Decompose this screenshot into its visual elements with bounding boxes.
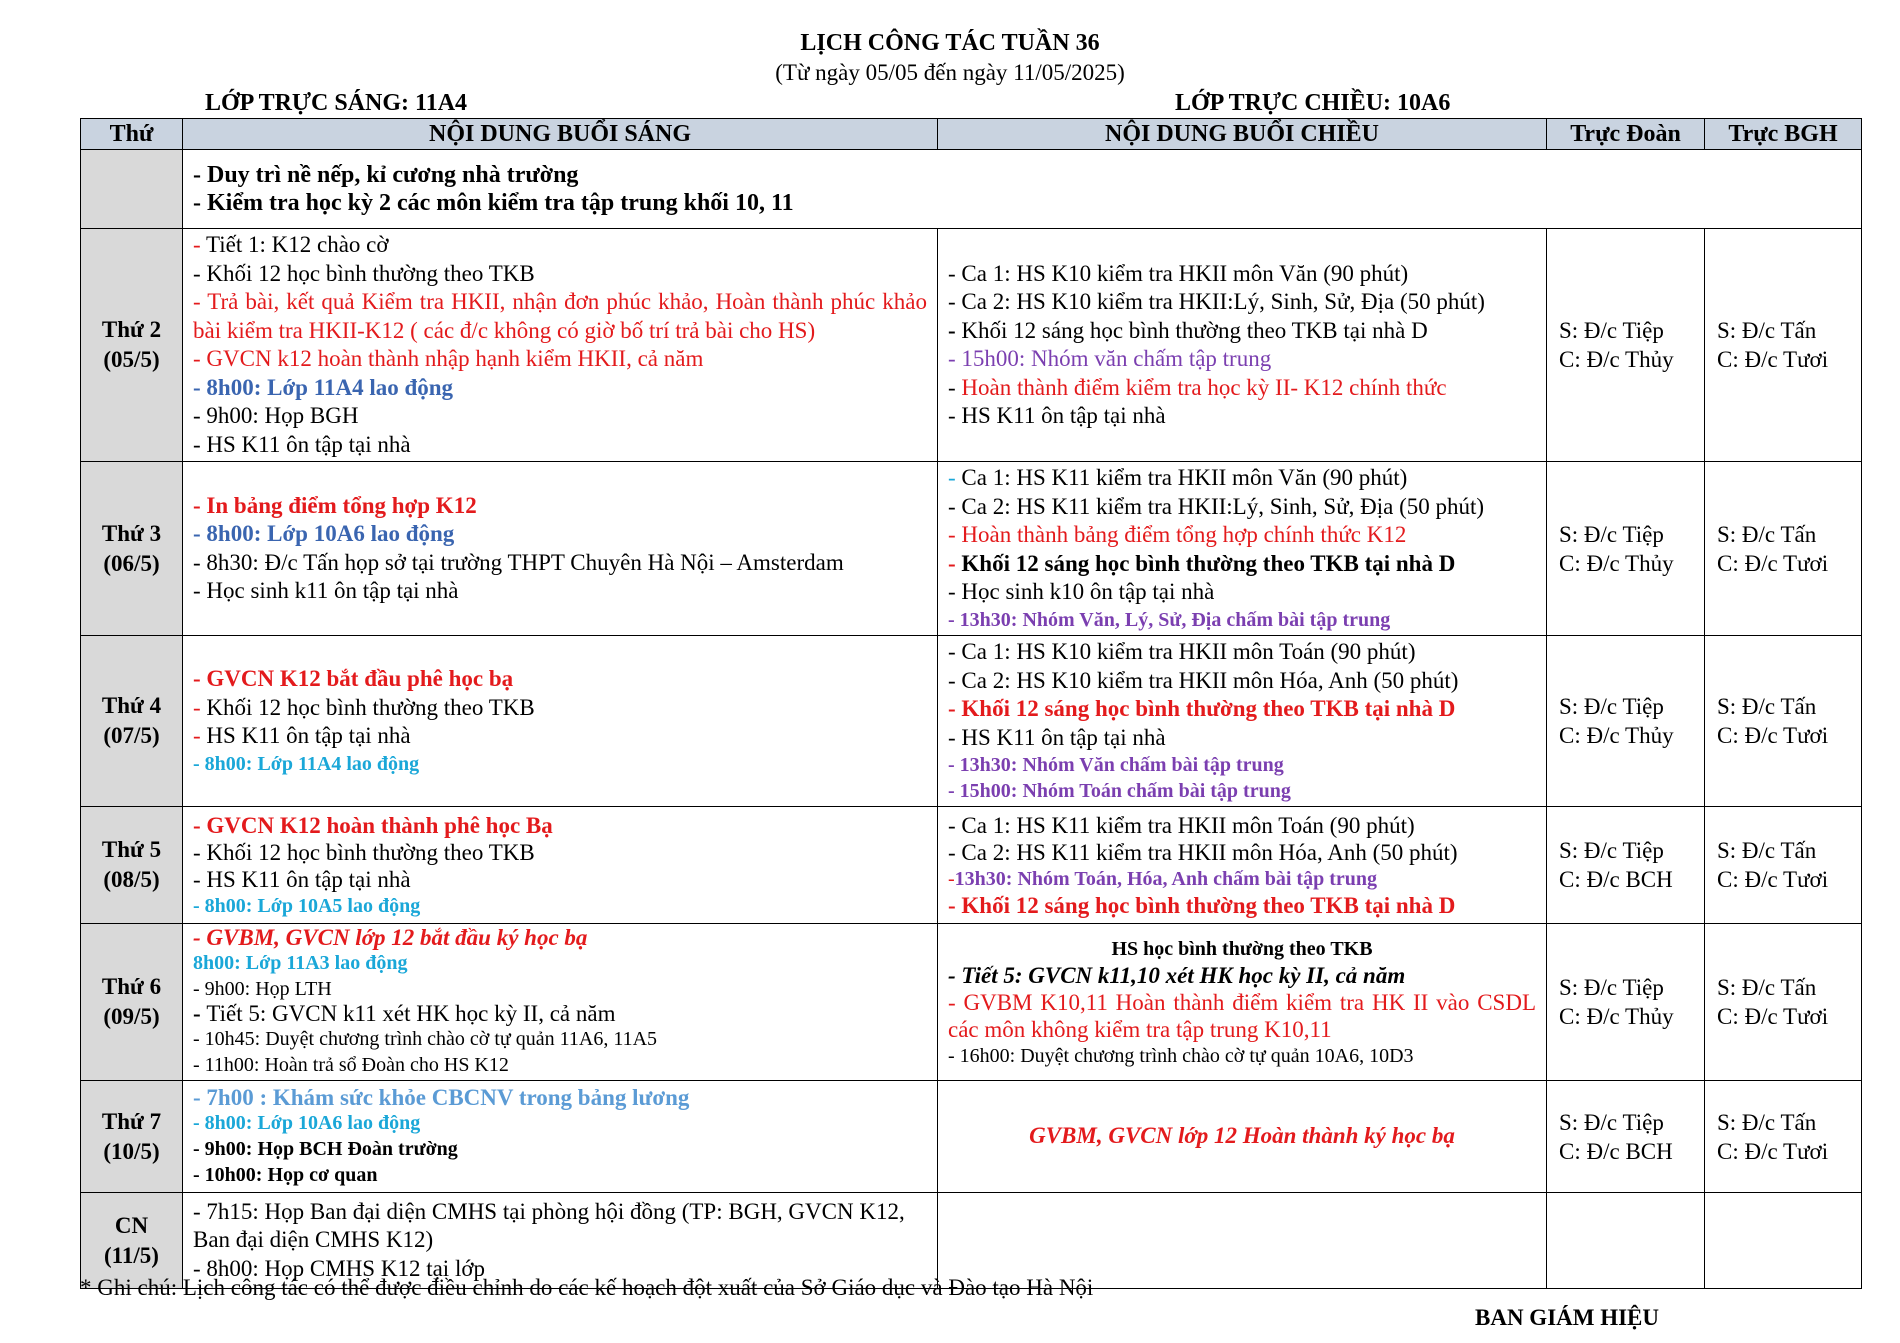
schedule-item: - Khối 12 học bình thường theo TKB (193, 260, 535, 286)
schedule-item: - 16h00: Duyệt chương trình chào cờ tự quản 10A6, 10D3 (948, 1044, 1414, 1067)
union-duty (1547, 462, 1705, 636)
general-row (81, 150, 1862, 229)
duty-morning: S: Đ/c Tiệp (1559, 318, 1664, 343)
schedule-item: - 8h00: Lớp 10A5 lao động (193, 894, 421, 917)
schedule-item: - Ca 1: HS K10 kiểm tra HKII môn Văn (90 phút) (948, 260, 1409, 286)
schedule-item: - In bảng điểm tổng hợp K12 (193, 492, 477, 518)
union-duty (1547, 807, 1705, 924)
day-name: Thứ 7 (101, 1108, 162, 1134)
schedule-item: GVBM, GVCN lớp 12 Hoàn thành ký học bạ (1029, 1123, 1455, 1149)
day-date: (09/5) (103, 1004, 160, 1029)
day-date: (05/5) (103, 347, 160, 372)
schedule-item: - Trả bài, kết quả Kiểm tra HKII, nhận đơn phúc khảo, Hoàn thành phúc khảo bài kiểm tra HKII-K12 ( các đ/c không có giờ bố trí trả bài cho HS) (193, 289, 927, 343)
schedule-item: - Ca 2: HS K11 kiểm tra HKII môn Hóa, Anh (50 phút) (948, 839, 1458, 865)
table-row (81, 229, 1862, 462)
schedule-item: - 9h00: Họp LTH (193, 978, 332, 1000)
day-name: Thứ 2 (101, 317, 162, 342)
schedule-item: 8h00: Lớp 11A3 lao động (193, 952, 408, 974)
morning-content (183, 462, 938, 636)
schedule-item: - 11h00: Hoàn trả sổ Đoàn cho HS K12 (193, 1054, 509, 1076)
schedule-item: - GVCN K12 hoàn thành phê học Bạ (193, 812, 553, 838)
duty-afternoon: C: Đ/c Tươi (1717, 723, 1829, 748)
day-name: Thứ 5 (101, 837, 162, 862)
schedule-item: -13h30: Nhóm Toán, Hóa, Anh chấm bài tập trung (948, 867, 1377, 890)
general-day-cell (81, 150, 183, 229)
col-header-day: Thứ (81, 119, 183, 150)
schedule-item: - 13h30: Nhóm Văn chấm bài tập trung (948, 754, 1284, 776)
afternoon-duty-class: LỚP TRỰC CHIỀU: 10A6 (1175, 90, 1451, 116)
duty-morning: S: Đ/c Tiệp (1559, 1109, 1664, 1135)
duty-morning: S: Đ/c Tiệp (1559, 694, 1664, 719)
schedule-item: - Ca 2: HS K11 kiểm tra HKII:Lý, Sinh, Sử, Địa (50 phút) (948, 493, 1485, 519)
morning-content (183, 1081, 938, 1193)
schedule-item: - HS K11 ôn tập tại nhà (193, 866, 411, 892)
board-duty (1705, 229, 1862, 462)
col-header-afternoon: NỘI DUNG BUỔI CHIỀU (938, 119, 1547, 150)
table-header-row (81, 119, 1862, 150)
duty-afternoon: C: Đ/c Tươi (1717, 550, 1829, 576)
morning-content (183, 807, 938, 924)
day-name: Thứ 4 (101, 693, 162, 718)
morning-content (183, 229, 938, 462)
schedule-item: - Tiết 5: GVCN k11,10 xét HK học kỳ II, cả năm (948, 962, 1406, 988)
union-duty (1547, 1193, 1705, 1289)
schedule-item: - 15h00: Nhóm văn chấm tập trung (948, 346, 1272, 371)
duty-afternoon: C: Đ/c Thủy (1559, 347, 1674, 372)
day-name: Thứ 3 (101, 520, 162, 546)
duty-morning: S: Đ/c Tiệp (1559, 838, 1664, 863)
schedule-item: - 10h00: Họp cơ quan (193, 1164, 378, 1186)
schedule-item: - Tiết 5: GVCN k11 xét HK học kỳ II, cả năm (193, 1001, 616, 1026)
schedule-item: HS học bình thường theo TKB (1111, 937, 1373, 960)
afternoon-content (938, 924, 1547, 1081)
day-date: (10/5) (103, 1138, 160, 1164)
board-duty (1705, 1193, 1862, 1289)
afternoon-content (938, 462, 1547, 636)
duty-morning: S: Đ/c Tấn (1717, 694, 1817, 719)
morning-content (183, 924, 938, 1081)
duty-afternoon: C: Đ/c Tươi (1717, 347, 1829, 372)
afternoon-content (938, 1081, 1547, 1193)
schedule-item: - 8h30: Đ/c Tấn họp sở tại trường THPT Chuyên Hà Nội – Amsterdam (193, 549, 844, 575)
union-duty (1547, 229, 1705, 462)
schedule-item: - Hoàn thành điểm kiểm tra học kỳ II- K12 chính thức (948, 374, 1447, 400)
schedule-item: - Ca 2: HS K10 kiểm tra HKII:Lý, Sinh, Sử, Địa (50 phút) (948, 289, 1485, 314)
union-duty (1547, 924, 1705, 1081)
schedule-item: - 15h00: Nhóm Toán chấm bài tập trung (948, 780, 1291, 802)
table-row (81, 1081, 1862, 1193)
schedule-item: - Khối 12 sáng học bình thường theo TKB tại nhà D (948, 892, 1456, 918)
board-duty (1705, 462, 1862, 636)
afternoon-content (938, 636, 1547, 807)
day-date: (06/5) (103, 550, 160, 576)
day-cell (81, 924, 183, 1081)
duty-morning: S: Đ/c Tấn (1717, 838, 1817, 863)
duty-afternoon: C: Đ/c Tươi (1717, 1004, 1829, 1029)
duty-morning: S: Đ/c Tấn (1717, 1109, 1817, 1135)
schedule-item: - 8h00: Họp CMHS K12 tại lớp (193, 1255, 486, 1281)
schedule-item: - Khối 12 sáng học bình thường theo TKB tại nhà D (948, 317, 1428, 343)
board-duty (1705, 807, 1862, 924)
schedule-table (80, 118, 1862, 1289)
day-cell (81, 1081, 183, 1193)
signature-block: BAN GIÁM HIỆU (1475, 1305, 1660, 1330)
schedule-item: - HS K11 ôn tập tại nhà (948, 724, 1166, 750)
page-title: LỊCH CÔNG TÁC TUẦN 36 (800, 30, 1100, 56)
schedule-item: - Khối 12 học bình thường theo TKB (193, 839, 535, 865)
schedule-item: - Khối 12 sáng học bình thường theo TKB tại nhà D (948, 550, 1456, 576)
schedule-item: - HS K11 ôn tập tại nhà (193, 723, 411, 749)
day-cell (81, 636, 183, 807)
schedule-item: - 10h45: Duyệt chương trình chào cờ tự quản 11A6, 11A5 (193, 1028, 658, 1050)
table-row (81, 636, 1862, 807)
schedule-item: - Ca 2: HS K10 kiểm tra HKII môn Hóa, Anh (50 phút) (948, 667, 1459, 693)
afternoon-content (938, 807, 1547, 924)
day-cell (81, 462, 183, 636)
day-date: (07/5) (103, 723, 160, 748)
table-row (81, 924, 1862, 1081)
schedule-item: - HS K11 ôn tập tại nhà (948, 403, 1166, 428)
duty-morning: S: Đ/c Tiệp (1559, 521, 1664, 547)
schedule-item: - 8h00: Lớp 11A4 lao động (193, 374, 454, 400)
day-name: CN (114, 1212, 149, 1238)
duty-morning: S: Đ/c Tấn (1717, 521, 1817, 547)
schedule-item: - Học sinh k11 ôn tập tại nhà (193, 578, 459, 603)
schedule-item: - Khối 12 sáng học bình thường theo TKB tại nhà D (948, 696, 1456, 721)
day-cell (81, 807, 183, 924)
footnote: * Ghi chú: Lịch công tác có thể được điều chỉnh do các kế hoạch đột xuất của Sở Giáo dục và Đào tạo Hà Nội (80, 1275, 1094, 1300)
schedule-item: - Khối 12 học bình thường theo TKB (193, 694, 535, 720)
union-duty (1547, 1081, 1705, 1193)
morning-content (183, 636, 938, 807)
schedule-item: - Ca 1: HS K10 kiểm tra HKII môn Toán (90 phút) (948, 639, 1416, 664)
table-row (81, 807, 1862, 924)
board-duty (1705, 636, 1862, 807)
schedule-item: - Học sinh k10 ôn tập tại nhà (948, 579, 1215, 605)
day-name: Thứ 6 (101, 974, 162, 999)
morning-duty-class: LỚP TRỰC SÁNG: 11A4 (205, 90, 468, 116)
general-item: - Duy trì nề nếp, kỉ cương nhà trường (193, 161, 579, 188)
afternoon-content (938, 229, 1547, 462)
schedule-item: - GVCN K12 bắt đầu phê học bạ (193, 666, 514, 692)
duty-afternoon: C: Đ/c Tươi (1717, 1138, 1829, 1164)
schedule-item: - Tiết 1: K12 chào cờ (193, 232, 389, 257)
duty-afternoon: C: Đ/c Thủy (1559, 723, 1674, 748)
schedule-item: - Hoàn thành bảng điểm tổng hợp chính thức K12 (948, 522, 1407, 548)
duty-afternoon: C: Đ/c BCH (1559, 1138, 1673, 1164)
schedule-item: - 9h00: Họp BCH Đoàn trường (193, 1138, 458, 1160)
duty-afternoon: C: Đ/c Thủy (1559, 1004, 1674, 1029)
schedule-item: - GVBM, GVCN lớp 12 bắt đầu ký học bạ (193, 925, 588, 950)
schedule-item: - GVCN k12 hoàn thành nhập hạnh kiểm HKII, cả năm (193, 346, 704, 371)
schedule-item: - 8h00: Lớp 10A6 lao động (193, 1112, 421, 1134)
day-date: (08/5) (103, 867, 160, 892)
day-cell (81, 229, 183, 462)
schedule-item: - HS K11 ôn tập tại nhà (193, 431, 411, 457)
schedule-item: - 8h00: Lớp 11A4 lao động (193, 752, 420, 775)
general-item: - Kiểm tra học kỳ 2 các môn kiểm tra tập trung khối 10, 11 (193, 190, 794, 216)
table-row (81, 462, 1862, 636)
schedule-item: - 9h00: Họp BGH (193, 403, 359, 428)
schedule-item: - Ca 1: HS K11 kiểm tra HKII môn Toán (90 phút) (948, 812, 1415, 838)
duty-afternoon: C: Đ/c BCH (1559, 867, 1673, 892)
duty-afternoon: C: Đ/c Tươi (1717, 867, 1829, 892)
col-header-morning: NỘI DUNG BUỔI SÁNG (183, 119, 938, 150)
union-duty (1547, 636, 1705, 807)
schedule-item: - GVBM K10,11 Hoàn thành điểm kiểm tra HK II vào CSDL các môn không kiểm tra tập trung K10,11 (948, 989, 1536, 1042)
board-duty (1705, 1081, 1862, 1193)
schedule-item: - 7h00 : Khám sức khỏe CBCNV trong bảng lương (193, 1085, 690, 1110)
schedule-item: - 13h30: Nhóm Văn, Lý, Sử, Địa chấm bài tập trung (948, 608, 1391, 631)
schedule-item: - 8h00: Lớp 10A6 lao động (193, 521, 455, 546)
schedule-item: - 7h15: Họp Ban đại diện CMHS tại phòng hội đồng (TP: BGH, GVCN K12, Ban đại diện CMHS K12) (193, 1198, 905, 1253)
schedule-item: - Ca 1: HS K11 kiểm tra HKII môn Văn (90 phút) (948, 465, 1408, 491)
duty-morning: S: Đ/c Tấn (1717, 975, 1817, 1000)
day-date: (11/5) (104, 1242, 159, 1268)
col-header-board-duty: Trực BGH (1705, 119, 1862, 150)
duty-afternoon: C: Đ/c Thủy (1559, 550, 1674, 576)
duty-morning: S: Đ/c Tấn (1717, 318, 1817, 343)
general-content (183, 150, 1862, 229)
date-range: (Từ ngày 05/05 đến ngày 11/05/2025) (775, 60, 1125, 85)
duty-morning: S: Đ/c Tiệp (1559, 975, 1664, 1000)
col-header-union-duty: Trực Đoàn (1547, 119, 1705, 150)
board-duty (1705, 924, 1862, 1081)
